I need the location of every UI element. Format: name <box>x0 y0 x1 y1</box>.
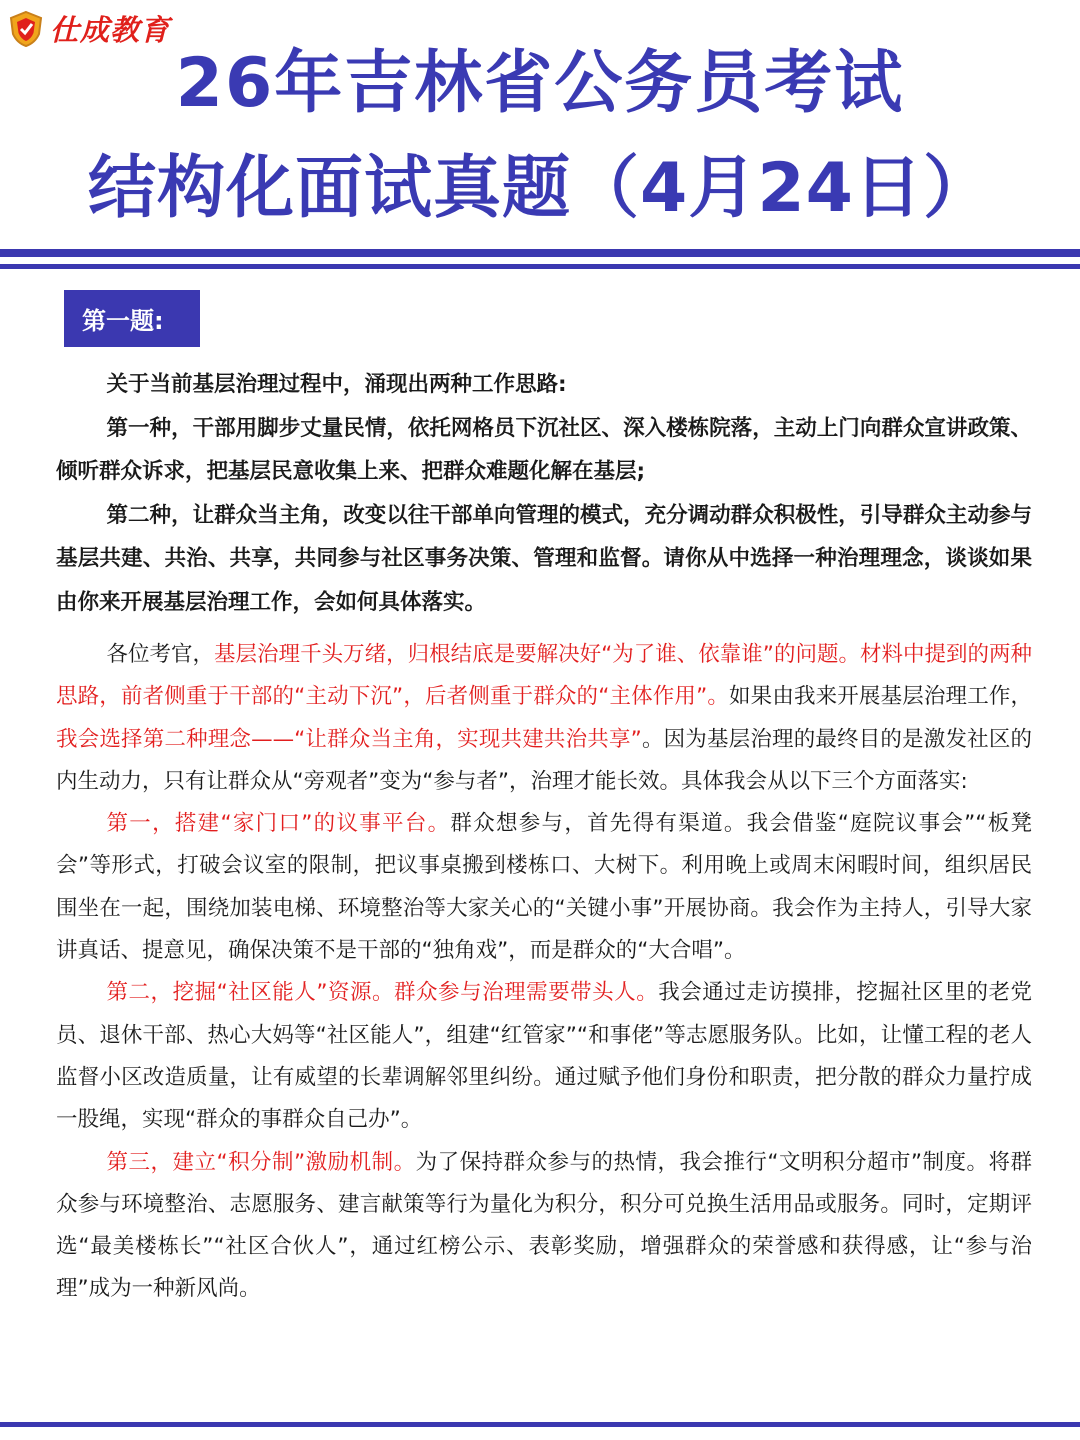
title-line-1: 26年吉林省公务员考试 <box>175 44 905 123</box>
point-body: 我会通过走访摸排，挖掘社区里的老党员、退休干部、热心大妈等“社区能人”，组建“红管家”“和事佬”等志愿服务队。比如，让懂工程的老人监督小区改造质量，让有威望的长辈调解邻里纠纷。通过赋予他们身份和职责，把分散的群众力量拧成一股绳，实现“群众的事群众自己办”。 <box>56 980 1032 1133</box>
header-divider-thin <box>0 264 1080 269</box>
page-title <box>0 34 1080 244</box>
question-text <box>56 363 1032 624</box>
brand-name: 仕成教育 <box>50 13 171 47</box>
footer-divider <box>0 1422 1080 1427</box>
point-heading: 第三，建立“积分制”激励机制。 <box>106 1149 416 1175</box>
question-label-badge <box>64 290 200 347</box>
answer-text <box>56 634 1032 1311</box>
answer-point <box>56 972 1032 1141</box>
answer-point <box>56 803 1032 972</box>
intro-text: 如果由我来开展基层治理工作， <box>729 684 1032 710</box>
answer-point <box>56 1142 1032 1311</box>
question-paragraph: 第二种，让群众当主角，改变以往干部单向管理的模式，充分调动群众积极性，引导群众主动参与基层共建、共治、共享，共同参与社区事务决策、管理和监督。请你从中选择一种治理理念，谈谈如果由你来开展基层治理工作，会如何具体落实。 <box>56 502 1032 615</box>
question-label: 第一题: <box>82 307 164 335</box>
intro-text: 。因为基层治理的最终目的是激发社区的内生动力，只有让群众从“旁观者”变为“参与者”，治理才能长效。具体我会从以下三个方面落实: <box>56 726 1032 794</box>
intro-highlight: 基层治理千头万绪，归根结底是要解决好“为了谁、依靠谁”的问题。材料中提到的两种思路，前者侧重于干部的“主动下沉”，后者侧重于群众的“主体作用”。 <box>56 642 1032 710</box>
point-heading: 第一，搭建“家门口”的议事平台。 <box>106 811 451 837</box>
intro-greeting: 各位考官， <box>106 642 215 667</box>
point-body: 为了保持群众参与的热情，我会推行“文明积分超市”制度。将群众参与环境整治、志愿服务、建言献策等行为量化为积分，积分可兑换生活用品或服务。同时，定期评选“最美楼栋长”“社区合伙人”，通过红榜公示、表彰奖励，增强群众的荣誉感和获得感，让“参与治理”成为一种新风尚。 <box>56 1149 1032 1302</box>
point-heading: 第二，挖掘“社区能人”资源。群众参与治理需要带头人。 <box>106 980 659 1006</box>
question-paragraph: 关于当前基层治理过程中，涌现出两种工作思路: <box>106 372 567 397</box>
question-paragraph: 第一种，干部用脚步丈量民情，依托网格员下沉社区、深入楼栋院落，主动上门向群众宣讲政策、倾听群众诉求，把基层民意收集上来、把群众难题化解在基层; <box>56 415 1032 484</box>
answer-intro <box>56 634 1032 803</box>
point-body: 群众想参与，首先得有渠道。我会借鉴“庭院议事会”“板凳会”等形式，打破会议室的限制，把议事桌搬到楼栋口、大树下。利用晚上或周末闲暇时间，组织居民围坐在一起，围绕加装电梯、环境整治等大家关心的“关键小事”开展协商。我会作为主持人，引导大家讲真话、提意见，确保决策不是干部的“独角戏”，而是群众的“大合唱”。 <box>56 811 1033 964</box>
title-line-2: 结构化面试真题（4月24日） <box>88 149 992 228</box>
intro-choice-highlight: 我会选择第二种理念——“让群众当主角，实现共建共治共享” <box>56 726 642 752</box>
header-divider-thick <box>0 249 1080 257</box>
